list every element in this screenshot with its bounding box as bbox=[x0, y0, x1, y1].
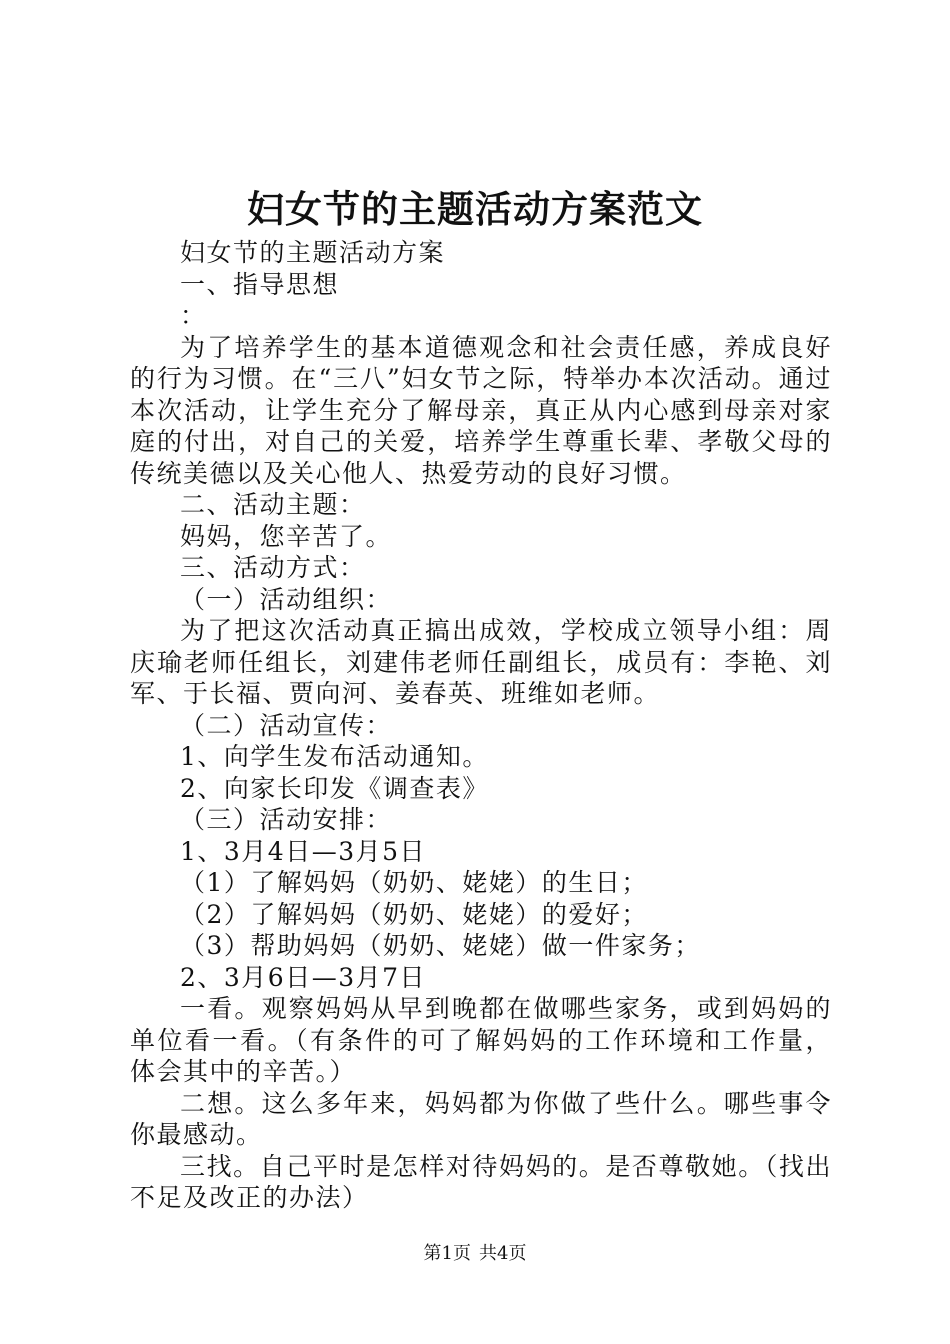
paragraph-ideology-text: 为了培养学生的基本道德观念和社会责任感，养成良好的行为习惯。在“三八”妇女节之际，特举办本次活动。通过本次活动，让学生充分了解母亲，真正从内心感到母亲对家庭的付出，对自己的关爱，培养学生尊重长辈、孝敬父母的传统美德以及关心他人、热爱劳动的良好习惯。 bbox=[130, 332, 832, 488]
paragraph-look: 一看。观察妈妈从早到晚都在做哪些家务，或到妈妈的单位看一看。（有条件的可了解妈妈的工作环境和工作量，体会其中的辛苦。） bbox=[130, 994, 832, 1086]
paragraph-theme-text: 妈妈，您辛苦了。 bbox=[180, 521, 393, 551]
list-item-publicity-1: 1、向学生发布活动通知。 bbox=[180, 742, 489, 771]
document-body bbox=[130, 237, 832, 1214]
paragraph-colon: ： bbox=[180, 301, 207, 330]
document-title: 妇女节的主题活动方案范文 bbox=[247, 187, 703, 231]
list-item-publicity-2: 2、向家长印发《调查表》 bbox=[180, 773, 489, 803]
list-item-task-2: （2）了解妈妈（奶奶、姥姥）的爱好； bbox=[180, 899, 648, 929]
page-footer bbox=[0, 1242, 950, 1266]
paragraph-find: 三找。自己平时是怎样对待妈妈的。是否尊敬她。（找出不足及改正的办法） bbox=[130, 1151, 832, 1212]
paragraph-organization-text: 为了把这次活动真正搞出成效，学校成立领导小组：周庆瑜老师任组长，刘建伟老师任副组长，成员有：李艳、刘军、于长福、贾向河、姜春英、班维如老师。 bbox=[130, 616, 832, 708]
list-item-task-1: （1）了解妈妈（奶奶、姥姥）的生日； bbox=[180, 868, 648, 897]
list-item-schedule-1: 1、3月4日—3月5日 bbox=[180, 836, 427, 866]
paragraph-think: 二想。这么多年来，妈妈都为你做了些什么。哪些事令你最感动。 bbox=[130, 1088, 832, 1149]
subheading-organization: （一）活动组织： bbox=[180, 584, 393, 614]
paragraph-subtitle: 妇女节的主题活动方案 bbox=[180, 238, 446, 267]
page-number: 第1页 bbox=[423, 1243, 471, 1264]
page-total: 共4页 bbox=[479, 1243, 527, 1264]
heading-activity-method: 三、活动方式： bbox=[180, 553, 366, 582]
subheading-arrangement: （三）活动安排： bbox=[180, 805, 393, 834]
heading-guiding-ideology: 一、指导思想 bbox=[180, 269, 340, 299]
heading-activity-theme: 二、活动主题： bbox=[180, 490, 366, 519]
list-item-task-3: （3）帮助妈妈（奶奶、姥姥）做一件家务； bbox=[180, 931, 701, 960]
subheading-publicity: （二）活动宣传： bbox=[180, 710, 393, 740]
list-item-schedule-2: 2、3月6日—3月7日 bbox=[180, 962, 427, 992]
